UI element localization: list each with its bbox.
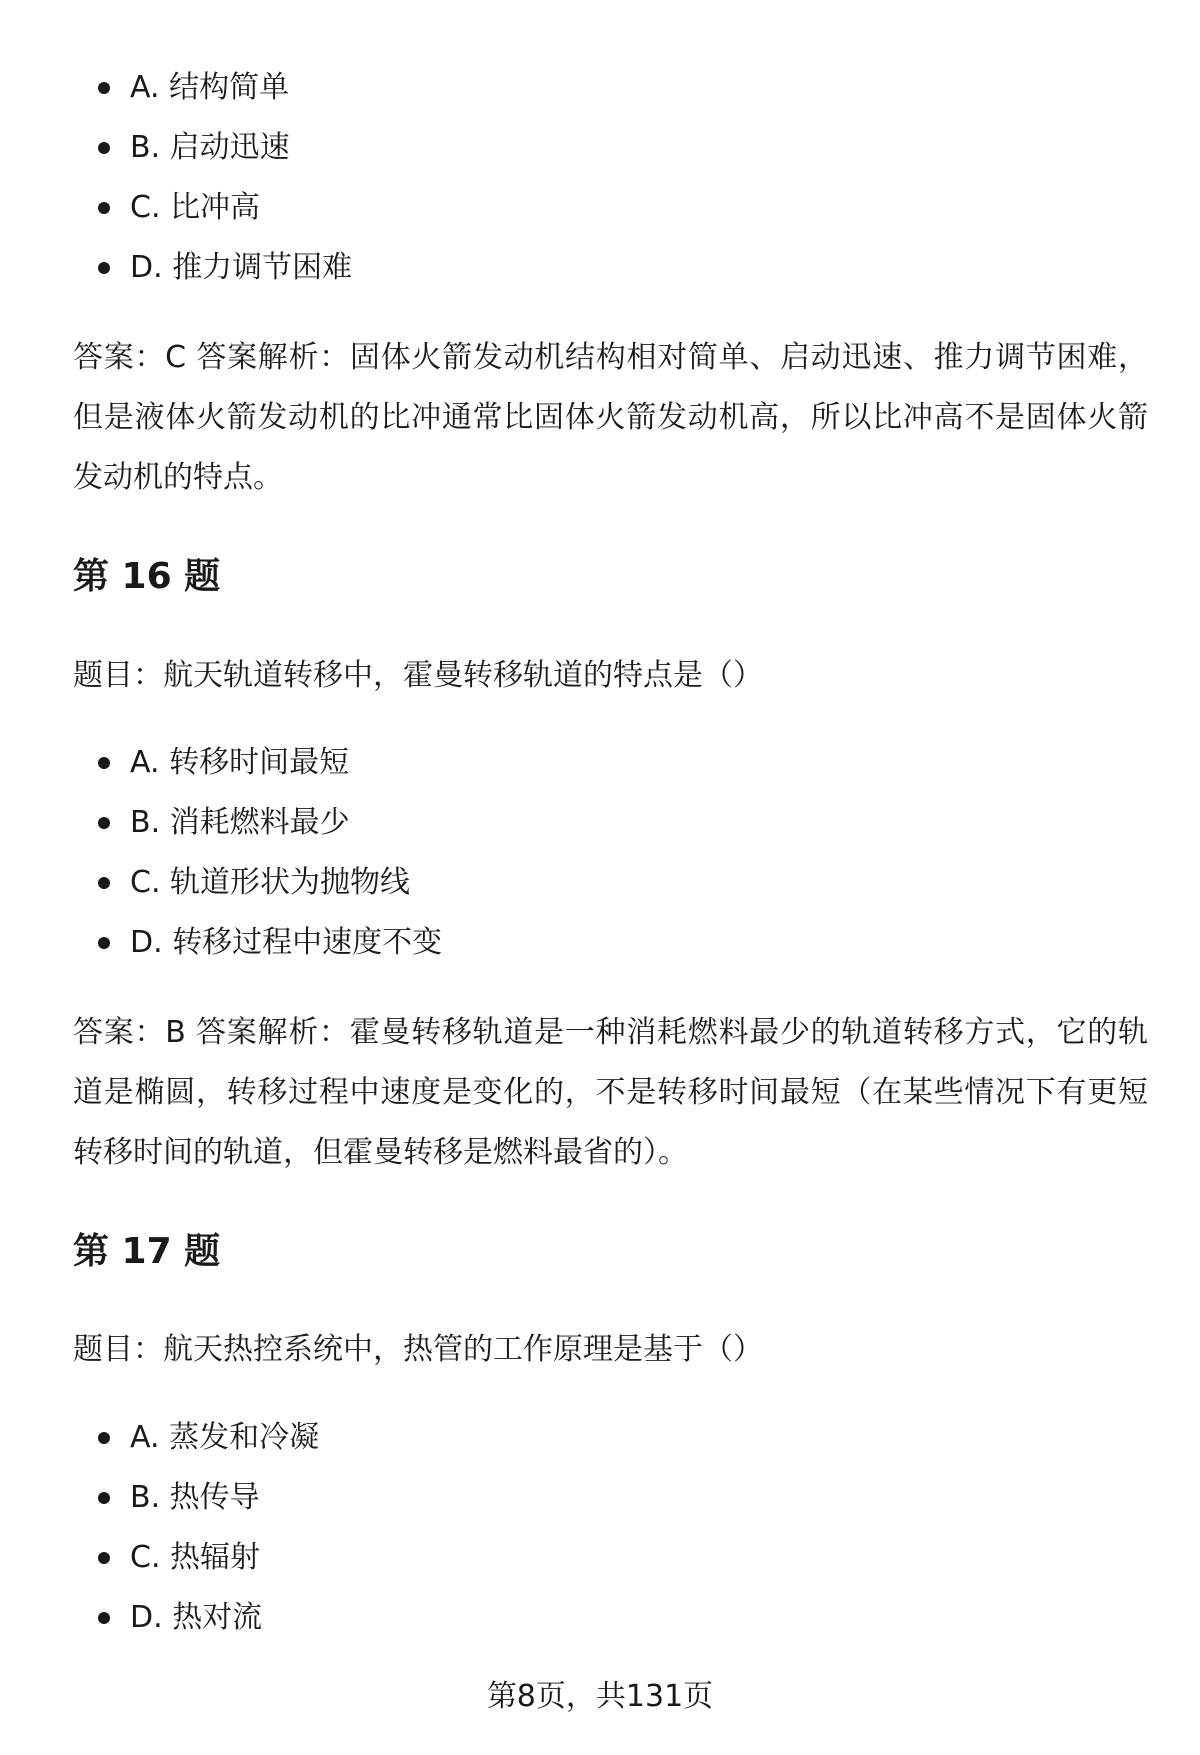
q15-options — [0, 58, 352, 298]
option-text: 转移过程中速度不变 — [172, 925, 443, 960]
option-letter: B. — [130, 130, 161, 165]
q16-answer: 答案：B 答案解析：霍曼转移轨道是一种消耗燃料最少的轨道转移方式，它的轨道是椭圆，转移过程中速度是变化的，不是转移时间最短（在某些情况下有更短转移时间的轨道，但霍曼转移是燃料最省的）。 — [73, 1015, 1148, 1170]
option-text: 蒸发和冷凝 — [169, 1420, 320, 1455]
bullet-icon — [98, 1432, 110, 1444]
bullet-icon — [98, 1552, 110, 1564]
q17-options — [0, 1408, 319, 1648]
bullet-icon — [98, 877, 110, 889]
q15-option-c — [0, 178, 352, 238]
option-text: 启动迅速 — [169, 130, 290, 165]
option-text: 转移时间最短 — [169, 745, 350, 780]
bullet-icon — [98, 1492, 110, 1504]
option-text: 轨道形状为抛物线 — [170, 865, 411, 900]
bullet-icon — [98, 202, 110, 214]
bullet-icon — [98, 817, 110, 829]
q17-option-d — [0, 1588, 319, 1648]
option-letter: C. — [130, 190, 161, 225]
q17-heading: 第 17 题 — [73, 1231, 221, 1272]
bullet-icon — [98, 1612, 110, 1624]
q17-option-c — [0, 1528, 319, 1588]
q16-options — [0, 733, 442, 973]
bullet-icon — [98, 82, 110, 94]
q16-option-d — [0, 913, 442, 973]
bullet-icon — [98, 757, 110, 769]
option-text: 消耗燃料最少 — [169, 805, 350, 840]
option-text: 热对流 — [172, 1600, 263, 1635]
option-letter: A. — [130, 1420, 160, 1455]
q16-heading: 第 16 题 — [73, 556, 221, 597]
q15-answer: 答案：C 答案解析：固体火箭发动机结构相对简单、启动迅速、推力调节困难，但是液体火箭发动机的比冲通常比固体火箭发动机高，所以比冲高不是固体火箭发动机的特点。 — [73, 340, 1148, 495]
bullet-icon — [98, 937, 110, 949]
option-letter: D. — [130, 250, 163, 285]
option-letter: A. — [130, 70, 160, 105]
option-text: 结构简单 — [169, 70, 290, 105]
q15-option-b — [0, 118, 352, 178]
option-letter: B. — [130, 805, 161, 840]
option-letter: B. — [130, 1480, 161, 1515]
page-number: 第8页，共131页 — [486, 1679, 714, 1714]
q16-question: 题目：航天轨道转移中，霍曼转移轨道的特点是（） — [73, 658, 763, 693]
option-text: 推力调节困难 — [172, 250, 353, 285]
q16-option-b — [0, 793, 442, 853]
option-text: 热辐射 — [170, 1540, 261, 1575]
option-text: 热传导 — [169, 1480, 260, 1515]
bullet-icon — [98, 262, 110, 274]
option-letter: A. — [130, 745, 160, 780]
q15-option-a — [0, 58, 352, 118]
q15-option-d — [0, 238, 352, 298]
q16-option-a — [0, 733, 442, 793]
q17-option-a — [0, 1408, 319, 1468]
option-letter: C. — [130, 1540, 161, 1575]
option-text: 比冲高 — [170, 190, 261, 225]
option-letter: D. — [130, 925, 163, 960]
option-letter: D. — [130, 1600, 163, 1635]
bullet-icon — [98, 142, 110, 154]
option-letter: C. — [130, 865, 161, 900]
q17-question: 题目：航天热控系统中，热管的工作原理是基于（） — [73, 1332, 763, 1367]
q17-option-b — [0, 1468, 319, 1528]
q16-option-c — [0, 853, 442, 913]
